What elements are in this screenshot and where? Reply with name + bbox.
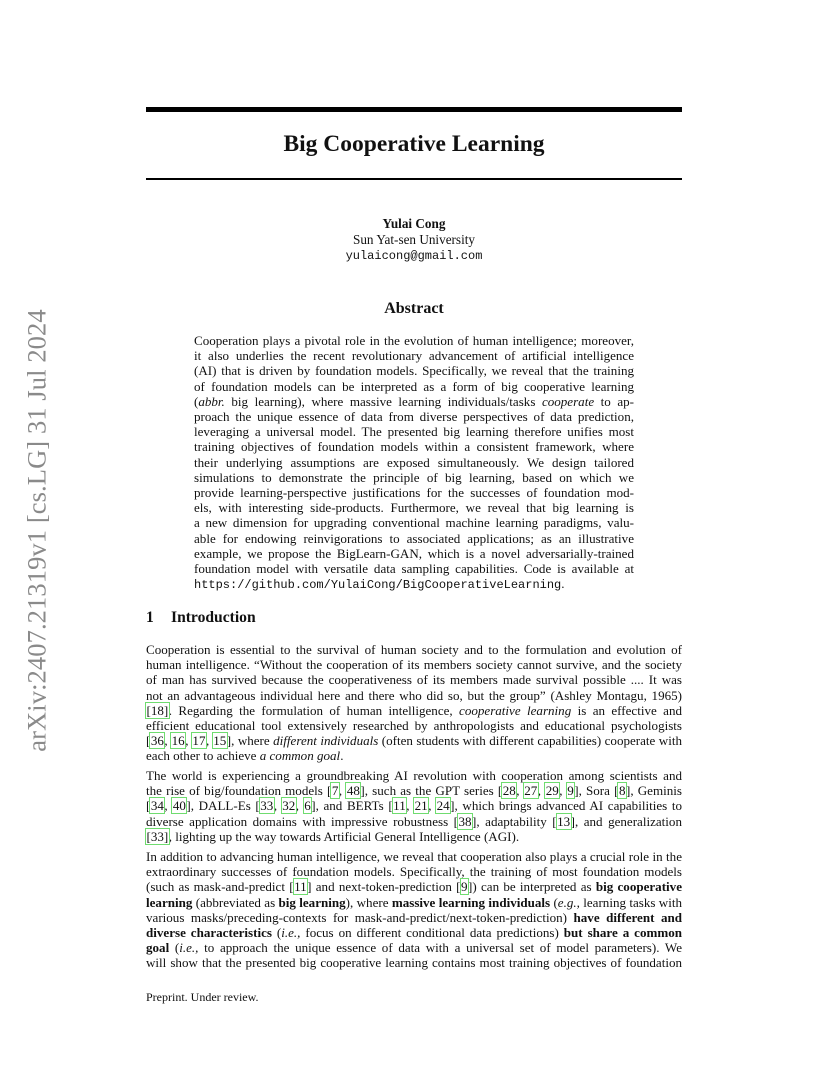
citation-link[interactable]: 16 [171, 733, 185, 749]
paragraph-line: extraordinary successes of foundation models. Specifically, the training of most foundation models [146, 864, 682, 880]
paragraph-text: ( [550, 894, 558, 910]
paragraph-line [146, 703, 682, 718]
paragraph-line [146, 910, 682, 925]
paragraph-text: ], which brings advanced AI capabilities to [450, 798, 682, 814]
citation-link[interactable]: 48 [346, 783, 360, 799]
paragraph-emphasis: cooperative learning [459, 702, 572, 718]
paragraph-bold: diverse characteristics [146, 925, 272, 941]
paragraph-bold: have different and [573, 909, 682, 925]
paragraph-text: to approach the unique essence of data with a universal set of model parameters). We [198, 940, 682, 956]
paragraph-line: efficient educational tool extensively researched by anthropologists and educational psychologists [146, 718, 682, 734]
paragraph-text: (often students with different capabilities) cooperate with [378, 733, 683, 749]
paragraph-text: [ [146, 798, 151, 814]
paragraph-text: , lighting up the way towards Artificial General Intelligence (AGI). [168, 828, 520, 844]
citation-link[interactable]: 13 [557, 813, 571, 829]
preprint-footer: Preprint. Under review. [146, 990, 259, 1004]
paragraph-bold: massive learning individuals [391, 894, 551, 910]
abstract-line: their underlying assumptions are exposed simultaneously. We design tailored [194, 454, 634, 470]
paragraph-text: diverse application domains with impressive robustness [ [146, 813, 458, 829]
abstract-line: simulations to demonstrate the principle of big learning, based on which we [194, 469, 634, 485]
paragraph-text: (abbreviated as [192, 894, 279, 910]
abstract-text: ( [194, 393, 199, 409]
citation-link[interactable]: [18] [146, 702, 169, 718]
citation-link[interactable]: 11 [294, 879, 307, 895]
citation-link[interactable]: [33] [146, 828, 169, 844]
abstract-line: a new dimension for upgrading conventional machine learning paradigms, valu- [194, 515, 634, 531]
paragraph-emphasis: different individuals [273, 733, 379, 749]
intro-paragraph-2 [146, 768, 682, 844]
paragraph-line: [34, 40], DALL-Es [33, 32, 6], and BERTs [11, 21, 24], which brings advanced AI capabilities to [146, 798, 682, 814]
citation-link[interactable]: 33 [260, 798, 274, 814]
paragraph-line [146, 814, 682, 829]
paragraph-line: human intelligence. “Without the cooperation of its members society cannot survive, and the society [146, 657, 682, 673]
section-title: Introduction [171, 609, 256, 626]
abstract-emphasis: abbr. [198, 393, 225, 409]
abstract-text: . [561, 576, 565, 592]
arxiv-identifier-stamp [17, 295, 57, 765]
citation-link[interactable]: 40 [172, 798, 186, 814]
abstract-line: provide learning-perspective justifications for the successes of foundation mod- [194, 485, 634, 501]
abstract-line: els, with interesting side-products. Furthermore, we reveal that big learning is [194, 500, 634, 516]
citation-link[interactable]: 32 [282, 798, 296, 814]
paragraph-bold: learning [146, 894, 193, 910]
paragraph-line: not an advantageous individual here and there who did so, but the group” (Ashley Montagu, 1965) [146, 687, 682, 703]
citation-link[interactable]: 28 [502, 783, 516, 799]
paragraph-text: the rise of big/foundation models [ [146, 783, 332, 799]
abstract-line: training objectives of foundation models within a consistent framework, where [194, 439, 634, 455]
paragraph-line: [36, 16, 17, 15], where different individuals (often students with different capabilities) cooperate with [146, 733, 683, 749]
abstract-line: leveraging a universal model. The presented big learning therefore unifies most [194, 424, 634, 440]
paragraph-line: the rise of big/foundation models [7, 48], such as the GPT series [28, 27, 29, 9], Sora [8], Geminis [146, 783, 682, 799]
paragraph-text: ] and next-token-prediction [ [307, 879, 461, 895]
paragraph-text: focus on different conditional data predictions) [300, 925, 564, 941]
intro-paragraph-3 [146, 849, 682, 971]
author-name: Yulai Cong [382, 216, 446, 231]
paragraph-text: ], Geminis [625, 783, 682, 799]
abstract-line: (AI) that is driven by foundation models. Specifically, we reveal that the training [194, 363, 634, 379]
paragraph-text: ]) can be interpreted as [468, 879, 596, 895]
paragraph-line [146, 940, 682, 955]
abstract-line [194, 576, 634, 593]
paragraph-line [146, 925, 682, 940]
paragraph-text: is an effective and [571, 702, 682, 718]
paragraph-line [146, 748, 682, 763]
abstract-line: example, we propose the BigLearn-GAN, which is a novel adversarially-trained [194, 545, 634, 561]
author-email[interactable]: yulaicong@gmail.com [345, 249, 483, 263]
paragraph-emphasis: i.e., [281, 925, 301, 941]
citation-link[interactable]: 36 [150, 733, 164, 749]
citation-link[interactable]: 6 [304, 798, 311, 814]
abstract-line: of foundation models can be interpreted as a form of big cooperative learning [194, 378, 634, 394]
section-number: 1 [146, 609, 154, 626]
section-heading-introduction [146, 608, 682, 628]
citation-link[interactable]: 29 [545, 783, 559, 799]
abstract-emphasis: cooperate [541, 393, 595, 409]
paragraph-line: Cooperation is essential to the survival of human society and to the formulation and evolution of [146, 642, 682, 657]
paragraph-bold: big learning [278, 894, 346, 910]
paragraph-line: In addition to advancing human intelligence, we reveal that cooperation also plays a crucial role in the [146, 849, 682, 864]
citation-link[interactable]: 15 [213, 733, 227, 749]
paragraph-emphasis: e.g., [557, 894, 580, 910]
paragraph-text: ], where [226, 733, 274, 749]
paragraph-text: ], DALL-Es [ [186, 798, 260, 814]
abstract-line: foundation model with versatile data sampling capabilities. Code is available at [194, 561, 634, 577]
paragraph-bold: goal [146, 940, 170, 956]
paragraph-text: ], and generalization [570, 813, 682, 829]
abstract-line: it also underlies the recent revolutionary advancement of artificial intelligence [194, 348, 634, 364]
paper-title: Big Cooperative Learning [283, 131, 545, 157]
abstract-heading: Abstract [384, 300, 444, 317]
abstract-text: big learning), where massive learning individuals/tasks [224, 393, 542, 409]
paragraph-emphasis: a common goal [259, 748, 341, 764]
paragraph-emphasis: i.e., [179, 940, 199, 956]
citation-link[interactable]: 24 [436, 798, 450, 814]
paragraph-text: ], such as the GPT series [ [360, 783, 503, 799]
abstract-text: to ap- [594, 393, 634, 409]
code-url-link[interactable]: https://github.com/YulaiCong/BigCooperativeLearning [194, 578, 562, 593]
citation-link[interactable]: 21 [414, 798, 428, 814]
title-rule-top [146, 107, 682, 112]
paragraph-text: ), where [345, 894, 392, 910]
citation-link[interactable]: 17 [192, 733, 206, 749]
paragraph-line [146, 895, 682, 910]
paragraph-text: [ [146, 733, 151, 749]
citation-link[interactable]: 9 [567, 783, 574, 799]
paragraph-bold: big cooperative [595, 879, 682, 895]
paragraph-text: . Regarding the formulation of human intelligence, [168, 702, 460, 718]
citation-link[interactable]: 34 [150, 798, 164, 814]
author-block [146, 216, 682, 264]
paragraph-text: learning tasks with [579, 894, 682, 910]
paragraph-text: ( [271, 925, 282, 941]
citation-link[interactable]: 8 [618, 783, 626, 799]
abstract-line: able for endowing reinvigorations to associated applications; as an illustrative [194, 530, 634, 546]
intro-paragraph-1 [146, 642, 682, 764]
author-affiliation: Sun Yat-sen University [353, 232, 475, 247]
abstract-line: proach the unique essence of data from diverse perspectives of data prediction, [194, 409, 634, 425]
paragraph-line [146, 879, 682, 894]
arxiv-identifier-text: arXiv:2407.21319v1 [cs.LG] 31 Jul 2024 [21, 308, 52, 752]
paragraph-text: (such as mask-and-predict [ [146, 879, 294, 895]
paragraph-text: various masks/preceding-contexts for mask-and-predict/next-token-prediction) [146, 909, 574, 925]
citation-link[interactable]: 9 [461, 879, 468, 895]
paragraph-text: ], Sora [ [574, 783, 619, 799]
paragraph-bold: but share a common [563, 925, 683, 941]
abstract-line: Cooperation plays a pivotal role in the evolution of human intelligence; moreover, [194, 333, 634, 348]
citation-link[interactable]: 38 [458, 813, 472, 829]
paragraph-line: The world is experiencing a groundbreaking AI revolution with cooperation among scientists and [146, 768, 682, 783]
citation-link[interactable]: 7 [331, 783, 339, 799]
paragraph-text: each other to achieve [146, 748, 260, 764]
paragraph-line: of man has survived because the cooperativeness of its members made survival possible .... It was [146, 672, 682, 688]
paragraph-text: ( [169, 940, 180, 956]
title-rule-bottom [146, 178, 682, 180]
abstract-body [194, 333, 634, 593]
paragraph-text: ], adaptability [ [472, 813, 557, 829]
paragraph-line: will show that the presented big cooperative learning contains most training objectives of foundation [146, 955, 682, 971]
paragraph-text: . [340, 748, 344, 764]
citation-link[interactable]: 11 [393, 798, 406, 814]
abstract-line [194, 394, 634, 409]
paragraph-line [146, 829, 682, 844]
paragraph-text: ], and BERTs [ [311, 798, 393, 814]
citation-link[interactable]: 27 [524, 783, 538, 799]
